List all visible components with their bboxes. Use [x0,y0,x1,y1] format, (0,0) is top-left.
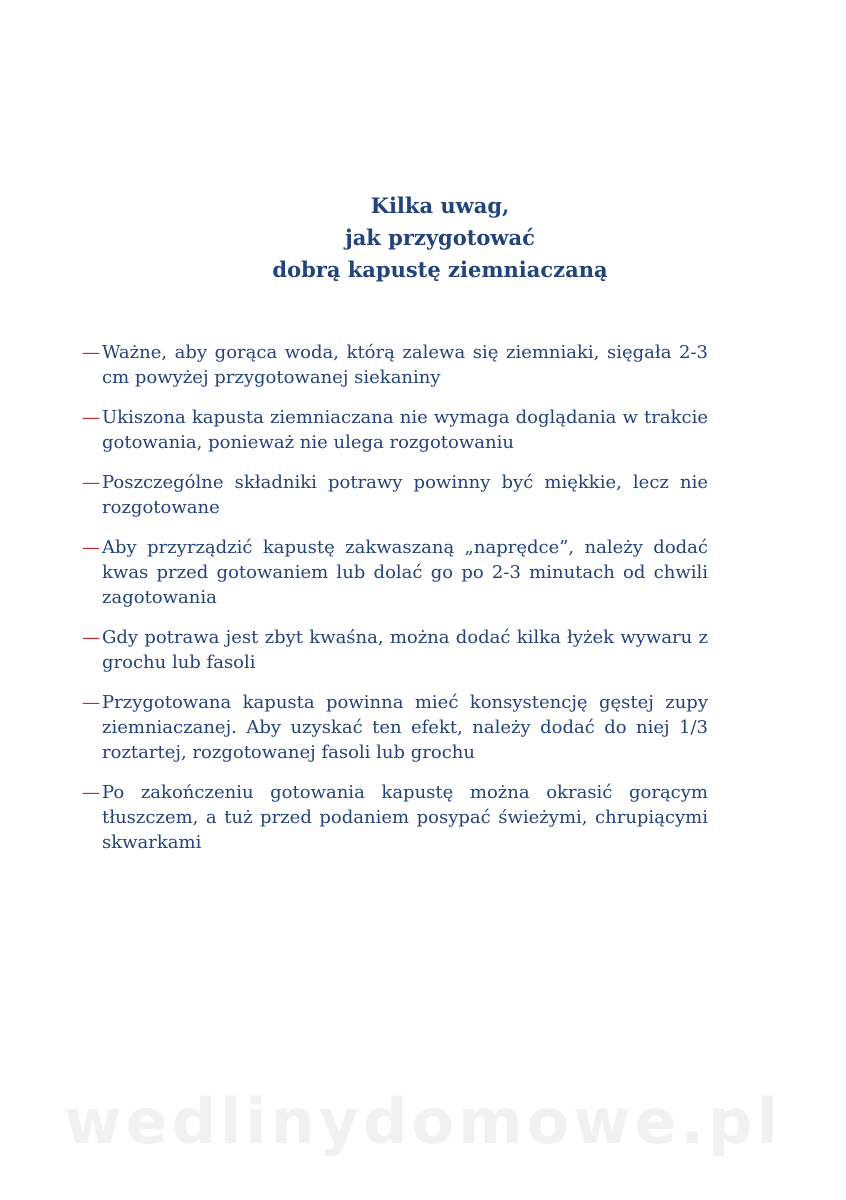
watermark: wedlinydomowe.pl [64,1085,782,1158]
list-item [82,690,708,765]
list-item [82,405,708,455]
dash-bullet: — [82,692,100,713]
list-item [82,470,708,520]
list-item [82,535,708,610]
item-text: Gdy potrawa jest zbyt kwaśna, można dodać kilka łyżek wywaru z grochu lub fasoli [102,627,708,673]
item-text: Ukiszona kapusta ziemniaczana nie wymaga doglądania w trakcie gotowania, ponieważ nie ulega rozgotowaniu [102,407,708,453]
page-title [0,190,846,286]
dash-bullet: — [82,782,100,803]
dash-bullet: — [82,472,100,493]
item-text: Ważne, aby gorąca woda, którą zalewa się ziemniaki, sięgała 2-3 cm powyżej przygotowanej siekaniny [102,342,708,388]
title-line-3: dobrą kapustę ziemniaczaną [272,257,608,282]
item-text: Przygotowana kapusta powinna mieć konsystencję gęstej zupy ziemniaczanej. Aby uzyskać ten efekt, należy dodać do niej 1/3 roztartej, rozgotowanej fasoli lub grochu [102,692,708,763]
dash-bullet: — [82,342,100,363]
item-text: Aby przyrządzić kapustę zakwaszaną „naprędce”, należy dodać kwas przed gotowaniem lub dolać go po 2-3 minutach od chwili zagotowania [102,537,708,608]
item-text: Poszczególne składniki potrawy powinny być miękkie, lecz nie rozgotowane [102,472,708,518]
list-item [82,780,708,855]
tips-list [82,340,708,870]
list-item [82,340,708,390]
list-item [82,625,708,675]
dash-bullet: — [82,537,100,558]
title-line-2: jak przygotować [345,225,535,250]
dash-bullet: — [82,627,100,648]
item-text: Po zakończeniu gotowania kapustę można okrasić gorącym tłuszczem, a tuż przed podaniem posypać świeżymi, chrupiącymi skwarkami [102,782,708,853]
title-line-1: Kilka uwag, [370,193,510,218]
dash-bullet: — [82,407,100,428]
